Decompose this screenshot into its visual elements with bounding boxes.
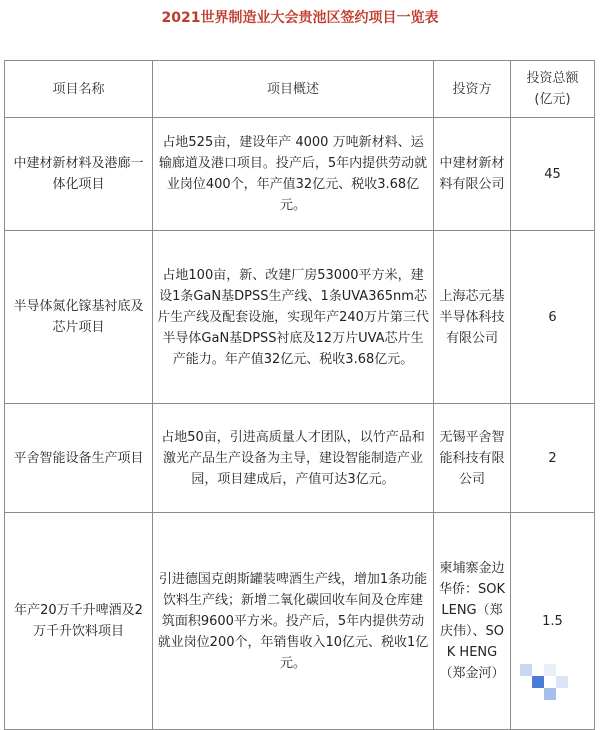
project-name-cell: 半导体氮化镓基衬底及芯片项目: [5, 231, 153, 404]
amount-cell: 2: [511, 404, 595, 513]
project-table: [4, 60, 595, 730]
project-overview-cell: 占地525亩，建设年产 4000 万吨新材料、运输廊道及港口项目。投产后，5年内提供劳动就业岗位400个，年产值32亿元、税收3.68亿元。: [153, 118, 434, 231]
watermark-pixel: [544, 688, 556, 700]
amount-cell: 45: [511, 118, 595, 231]
investor-cell: 中建材新材料有限公司: [434, 118, 511, 231]
investor-cell: 无锡平舍智能科技有限公司: [434, 404, 511, 513]
amount-cell: 1.5: [511, 513, 595, 730]
table-header-row: [5, 61, 595, 118]
project-name-cell: 中建材新材料及港廊一体化项目: [5, 118, 153, 231]
watermark-pixel: [556, 676, 568, 688]
table-row: [5, 231, 595, 404]
header-project-overview: 项目概述: [153, 61, 434, 118]
table-row: [5, 513, 595, 730]
investor-cell: 上海芯元基半导体科技有限公司: [434, 231, 511, 404]
header-investor: 投资方: [434, 61, 511, 118]
watermark-pixel: [520, 664, 532, 676]
header-investment-amount: 投资总额 (亿元): [511, 61, 595, 118]
page-title: 2021世界制造业大会贵池区签约项目一览表: [161, 10, 439, 26]
project-name-cell: 年产20万千升啤酒及2万千升饮料项目: [5, 513, 153, 730]
project-overview-cell: 占地100亩，新、改建厂房53000平方米，建设1条GaN基DPSS生产线、1条UVA365nm芯片生产线及配套设施，实现年产240万片第三代半导体GaN基DPSS衬底及12万片UVA芯片生产能力。年产值32亿元、税收3.68亿元。: [153, 231, 434, 404]
amount-cell: 6: [511, 231, 595, 404]
watermark-pixel: [532, 676, 544, 688]
table-row: [5, 118, 595, 231]
project-name-cell: 平舍智能设备生产项目: [5, 404, 153, 513]
investor-cell: 柬埔寨金边华侨：SOK LENG（郑庆伟）、SOK HENG（郑金河）: [434, 513, 511, 730]
table-row: [5, 404, 595, 513]
project-overview-cell: 引进德国克朗斯罐装啤酒生产线，增加1条功能饮料生产线；新增二氧化碳回收车间及仓库建筑面积9600平方米。投产后，5年内提供劳动就业岗位200个，年销售收入10亿元、税收1亿元。: [153, 513, 434, 730]
watermark-pixel: [544, 664, 556, 676]
project-overview-cell: 占地50亩，引进高质量人才团队，以竹产品和激光产品生产设备为主导，建设智能制造产业园，项目建成后，产值可达3亿元。: [153, 404, 434, 513]
header-project-name: 项目名称: [5, 61, 153, 118]
